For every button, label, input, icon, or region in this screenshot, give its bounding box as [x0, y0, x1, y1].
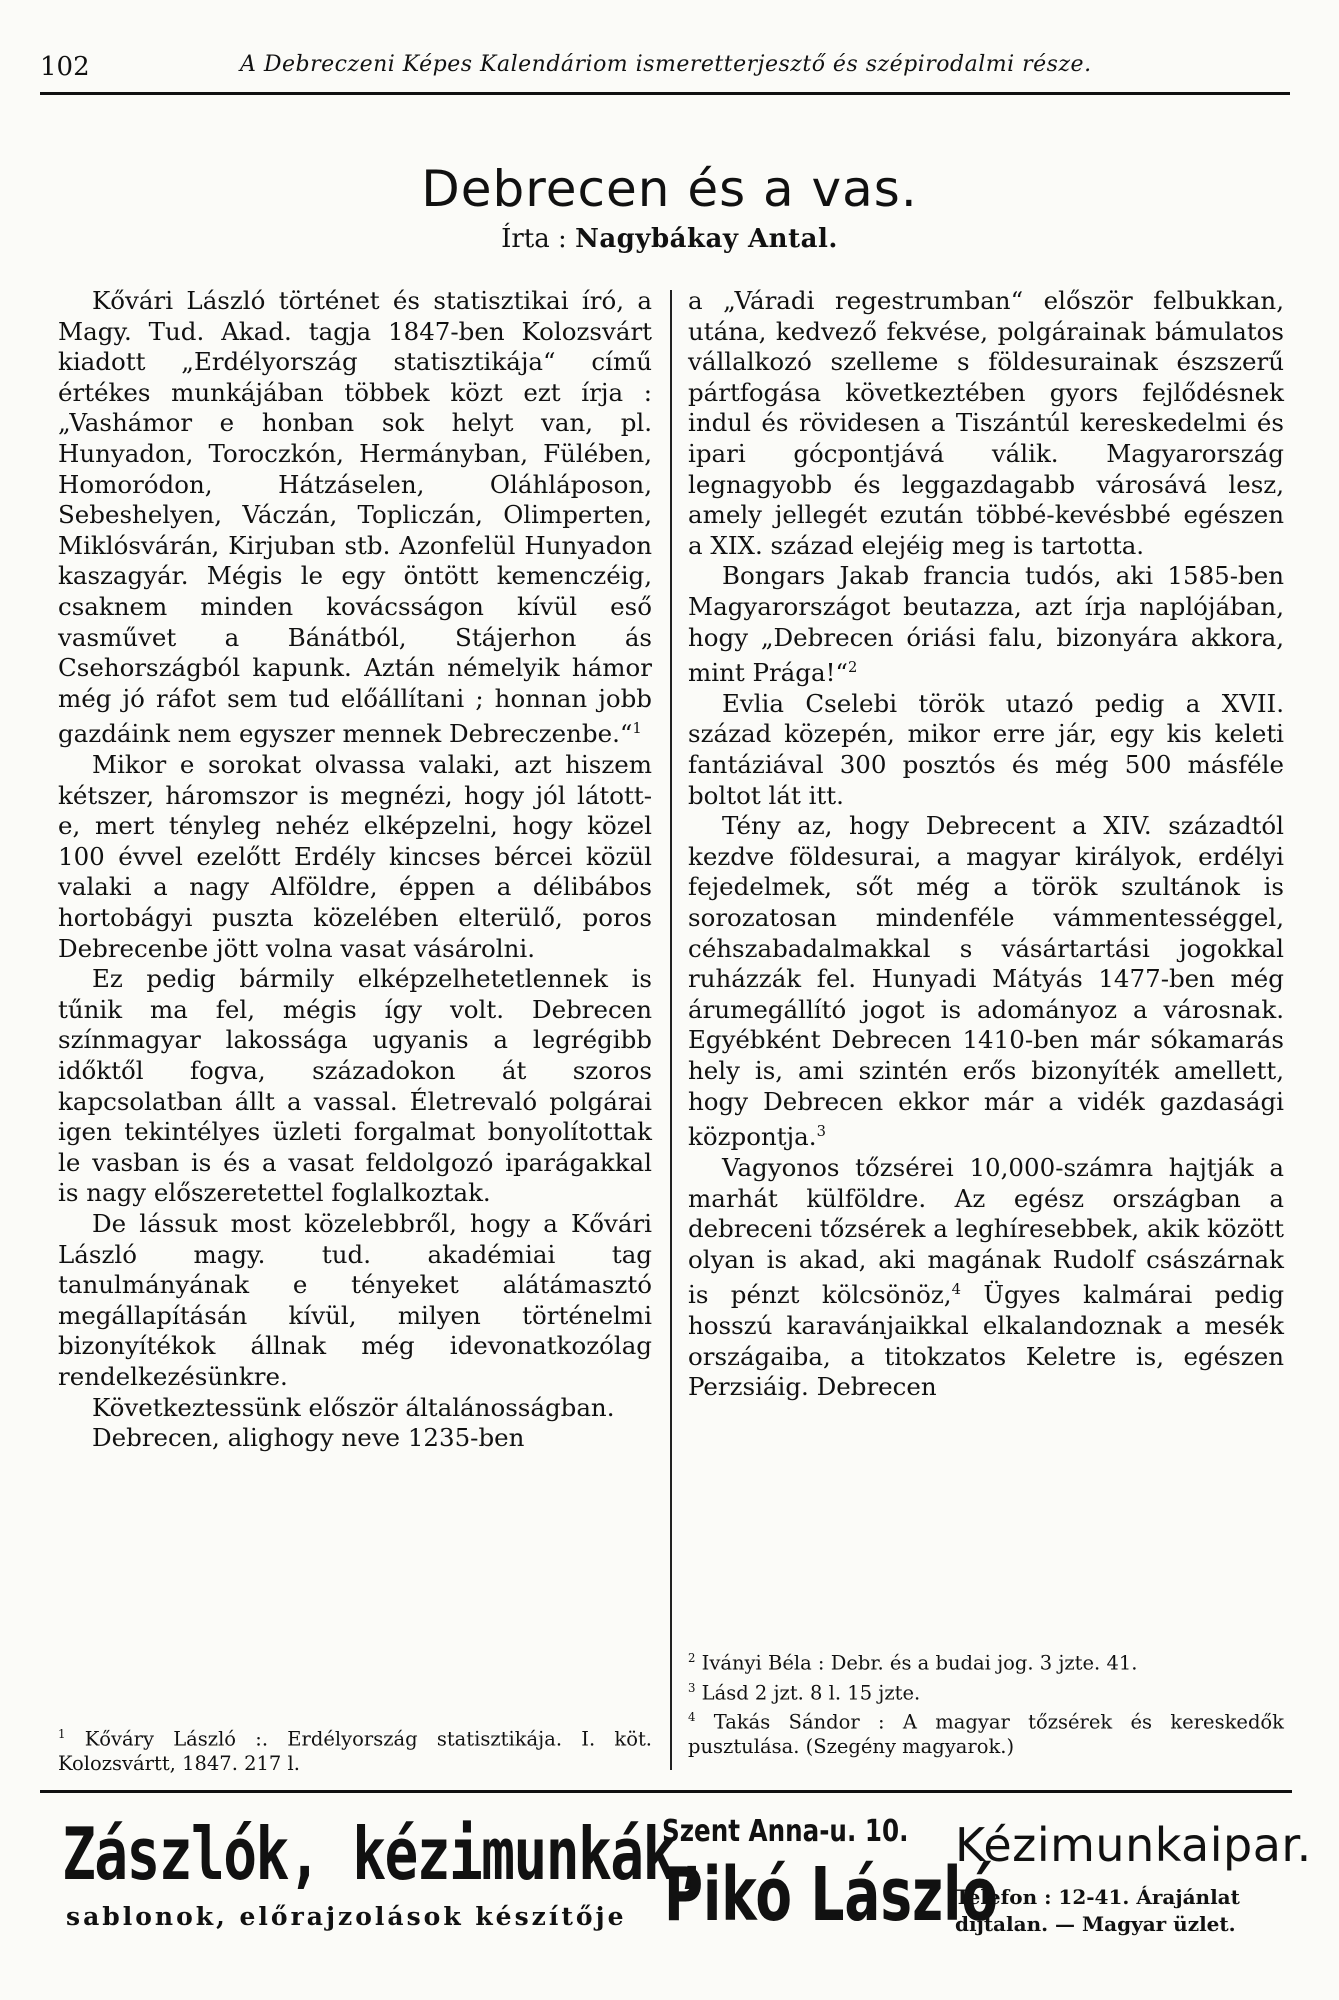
- right-column: [688, 286, 1284, 1403]
- paragraph: De lássuk most közelebbről, hogy a Kővári László magy. tud. akadémiai tag tanulmányának e tényeket alátámasztó megállapításán kívül, milyen történelmi bizonyítékok állnak még idevonatkozólag rendelkezésünkre.: [58, 1208, 652, 1391]
- paragraph: Következtessünk először általánosságban.: [92, 1392, 615, 1422]
- footnote-ref: 1: [632, 720, 642, 738]
- paragraph: Tény az, hogy Debrecent a XIV. századtól kezdve földesurai, a magyar királyok, erdélyi fejedelmek, sőt még a török szultánok is sorozatosan mindenféle vámmentességgel, céhszabadalmakkal s vásártartási jogokkal ruházzák fel. Hunyadi Mátyás 1477-ben még árumegállító jogot is adományoz a városnak. Egyébként Debrecen 1410-ben már sókamarás hely is, ami szintén erős bizonyíték amellett, hogy Debrecen ekkor már a vidék gazdasági központja.$^3$: [688, 811, 1284, 1152]
- footnote: $^4$ Takás Sándor : A magyar tőzsérek és kereskedők pusztulása. (Szegény magyarok.): [688, 1710, 1284, 1758]
- ad-name: Pikó László: [664, 1852, 998, 1938]
- column-divider: [670, 290, 672, 1770]
- paragraph: Vagyonos tőzsérei 10,000-számra hajtják a marhát külföldre. Az egész országban a debreceni tőzsérek a leghíresebbek, akik között olyan is akad, aki magának Rudolf császárnak is pénzt kölcsönöz,$^4$ Ügyes kalmárai pedig hosszú karavánjaikkal elkalandoznak a mesék országaiba, a titokzatos Keletre is, egészen Perzsiáig. Debrecen: [688, 1152, 1284, 1402]
- footnote-ref: 2: [847, 659, 858, 677]
- advertisement-rule: [40, 1790, 1292, 1793]
- ad-contact-line: Telefon : 12-41. Árajánlat: [955, 1885, 1240, 1909]
- footnotes-right: [688, 1646, 1284, 1759]
- footnote: $^2$ Iványi Béla : Debr. és a budai jog. 3 jzte. 41.: [688, 1651, 1138, 1675]
- running-title: A Debreczeni Képes Kalendáriom ismeretterjesztő és szépirodalmi része.: [240, 52, 1092, 77]
- paragraph: Evlia Cselebi török utazó pedig a XVII. század közepén, mikor erre jár, egy kis keleti fantáziával 300 posztós és még 500 másféle boltot lát itt.: [688, 688, 1284, 810]
- ad-contact: [955, 1884, 1240, 1938]
- page-number: 102: [40, 52, 90, 82]
- paragraph: Debrecen, alighogy neve 1235-ben: [92, 1423, 525, 1453]
- ad-left-title: Zászlók, kézimunkák,: [62, 1812, 708, 1896]
- paragraph: Kővári László történet és statisztikai író, a Magy. Tud. Akad. tagja 1847-ben Kolozsvárt kiadott „Erdélyország statisztikája“ című értékes munkájában többek közt ezt írja : „Vashámor e honban sok helyt van, pl. Hunyadon, Toroczkón, Hermányban, Fülében, Homoródon, Hátzáselen, Oláhláposon, Sebeshelyen, Váczán, Topliczán, Olimperten, Miklósvárán, Kirjuban stb. Azonfelül Hunyadon kaszagyár. Mégis le egy öntött kemenczéig, csaknem minden kovácsságon kívül eső vasművet a Bánátból, Stájerhon ás Csehországból kapunk. Aztán némelyik hámor még jó ráfot sem tud előállítani ; honnan jobb gazdáink nem egyszer mennek Debreczenbe.“$^1$: [58, 286, 652, 749]
- paragraph: Bongars Jakab francia tudós, aki 1585-ben Magyarországot beutazza, azt írja naplójában, hogy „Debrecen óriási falu, bizonyára akkora, mint Prága!“$^2$: [688, 561, 1284, 688]
- article-title: Debrecen és a vas.: [421, 160, 918, 218]
- footnotes-left: [58, 1722, 652, 1776]
- page-header: [40, 44, 1290, 95]
- paragraph: Ez pedig bármily elképzelhetetlennek is tűnik ma fel, mégis így volt. Debrecen színmagyar lakossága ugyanis a legrégibb időktől fogva, századokon át szoros kapcsolatban állt a vassal. Életrevaló polgárai igen tekintélyes üzleti forgalmat bonyolítottak le vasban is és a vasat feldolgozó iparágakkal is nagy előszeretettel foglalkoztak.: [58, 964, 652, 1208]
- footnote: $^1$ Kőváry László :. Erdélyország statisztikája. I. köt. Kolozsvártt, 1847. 217 l.: [58, 1727, 653, 1775]
- footnote: $^3$ Lásd 2 jzt. 8 l. 15 jzte.: [688, 1680, 921, 1704]
- ad-contact-line: díjtalan. — Magyar üzlet.: [955, 1912, 1236, 1936]
- byline-prefix: Írta :: [501, 224, 567, 254]
- paragraph: Mikor e sorokat olvassa valaki, azt hiszem kétszer, háromszor is megnézi, hogy jól látott-e, mert tényleg nehéz elképzelni, hogy közel 100 évvel ezelőtt Erdély kincses bércei közül valaki a nagy Alföldre, éppen a délibábos hortobágyi puszta közelében elterülő, poros Debrecenbe jött volna vasat vásárolni.: [58, 750, 652, 963]
- ad-address: Szent Anna-u. 10.: [662, 1814, 909, 1849]
- footnote-ref: 3: [816, 1123, 826, 1141]
- paragraph: a „Váradi regestrumban“ először felbukkan, utána, kedvező fekvése, polgárainak bámulatos vállalkozó szelleme s földesurainak észszerű pártfogása következtében gyors fejlődésnek indul és rövidesen a Tiszántúl kereskedelmi és ipari gócpontjává válik. Magyarország legnagyobb és leggazdagabb városává lesz, amely jellegét ezután többé-kevésbbé egészen a XIX. század elejéig meg is tartotta.: [688, 286, 1284, 560]
- ad-right-title: Kézimunkaipar.: [955, 1818, 1312, 1872]
- left-column: [58, 286, 652, 1454]
- footnote-ref: 4: [951, 1281, 961, 1299]
- author-name: Nagybákay Antal.: [575, 224, 838, 254]
- byline: [0, 224, 1339, 254]
- ad-left-subtitle: sablonok, előrajzolások készítője: [66, 1902, 627, 1931]
